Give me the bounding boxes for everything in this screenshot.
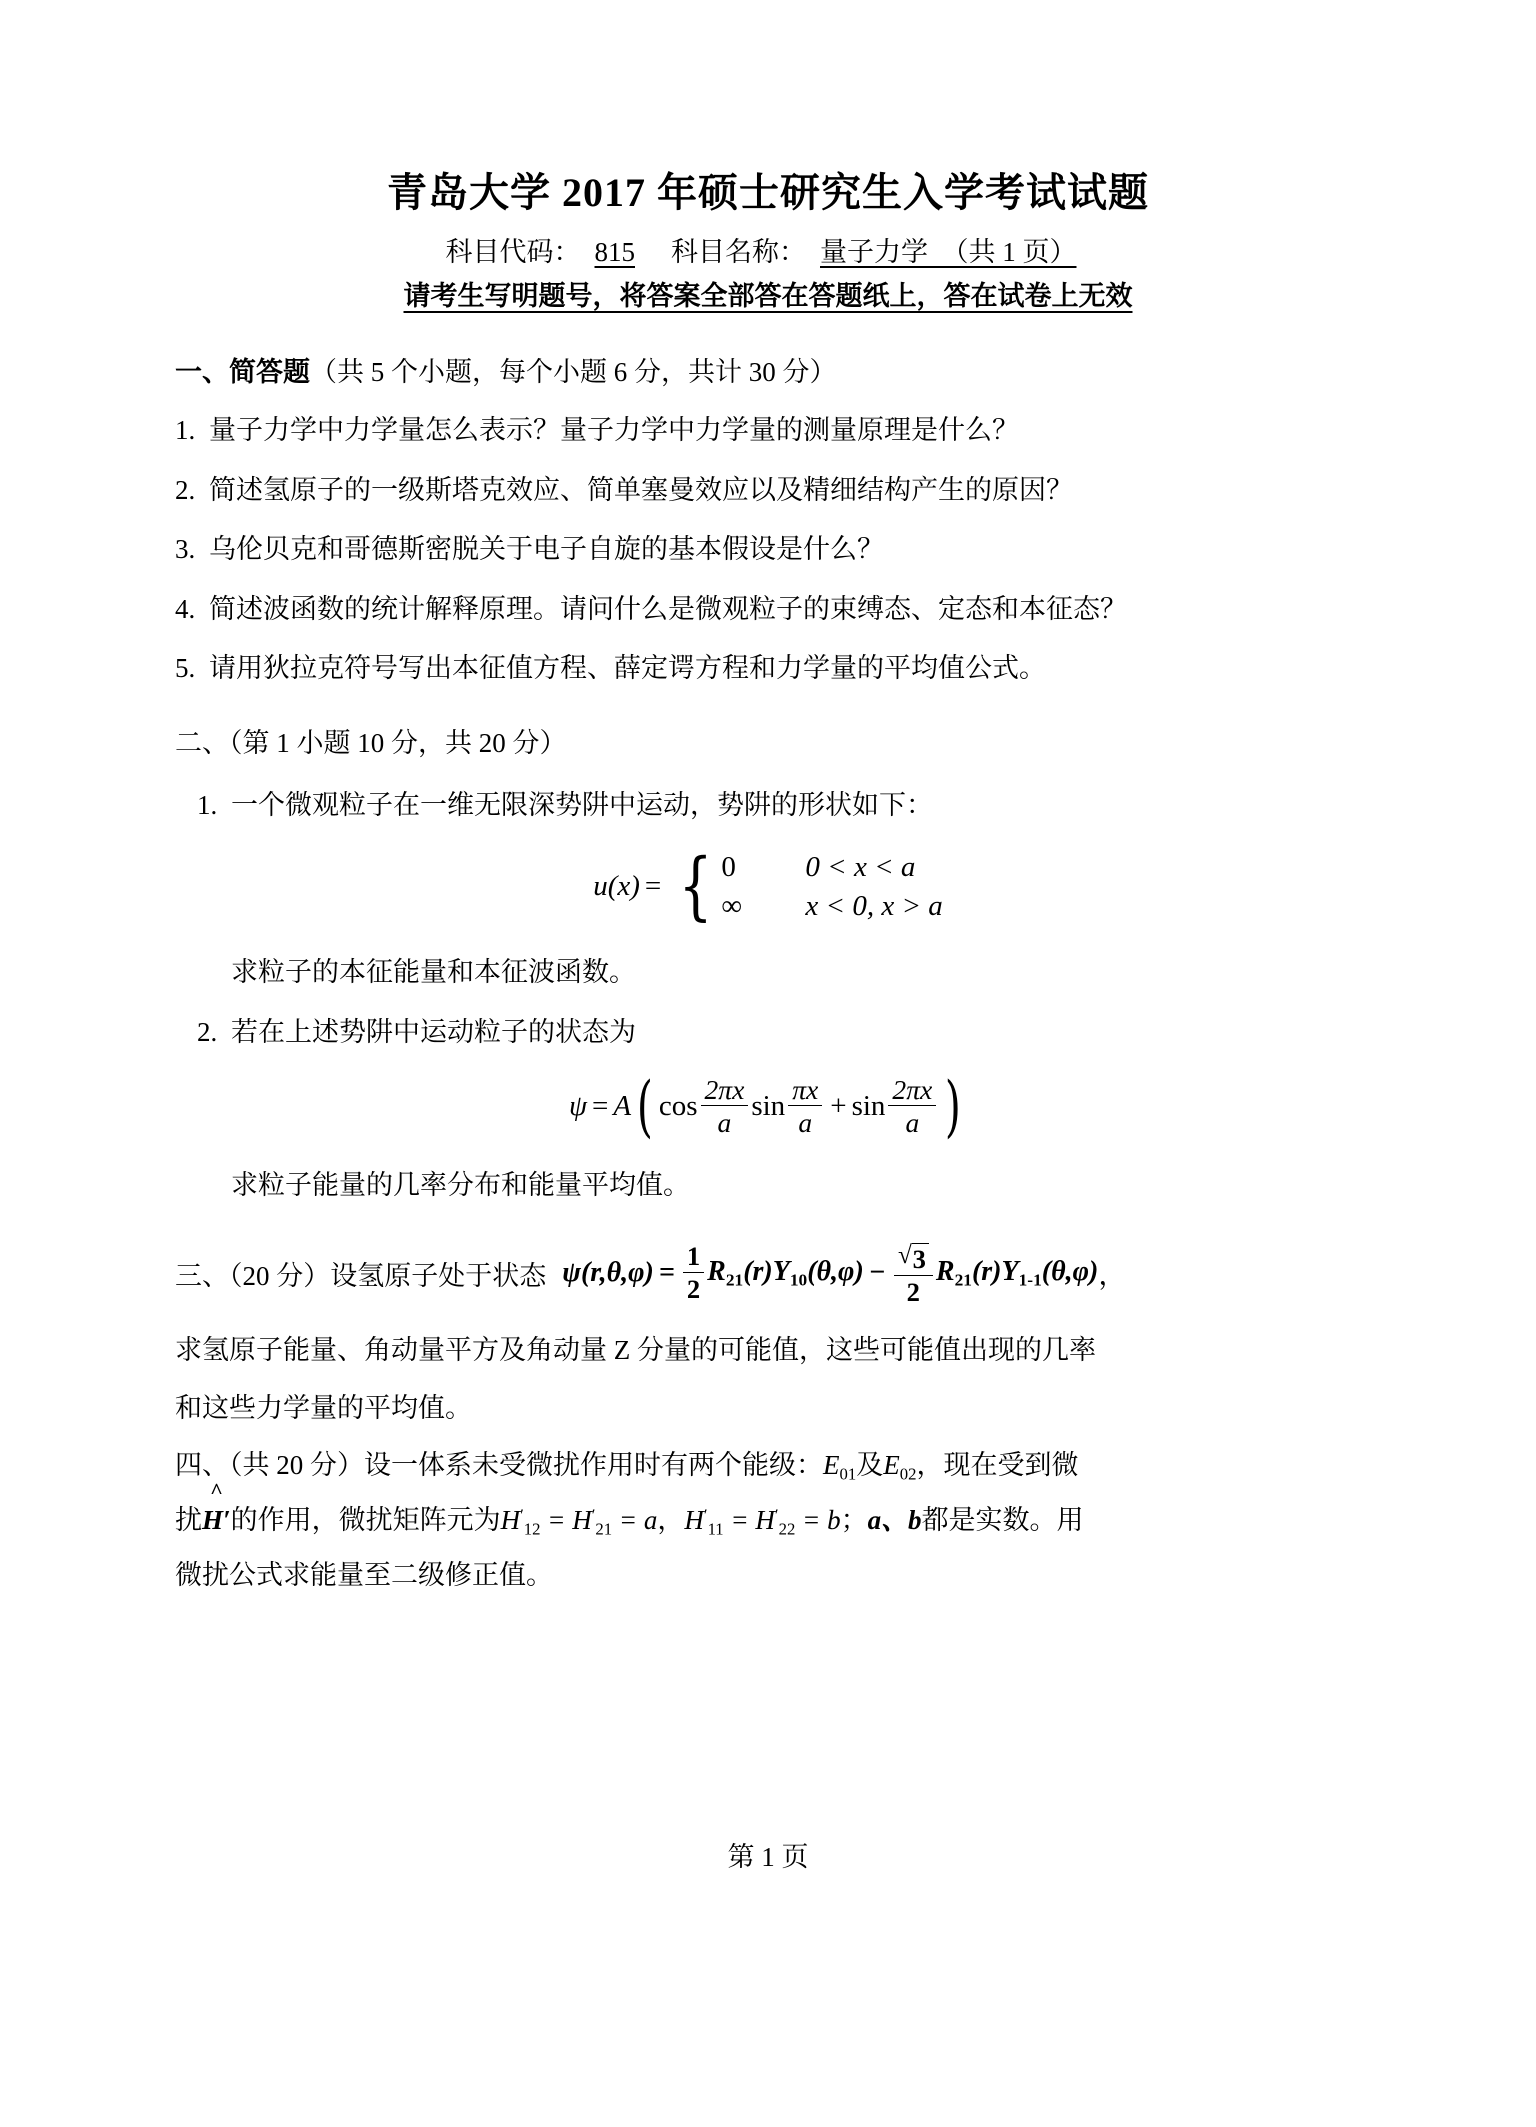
- section-one-heading-rest: （共 5 个小题，每个小题 6 分，共计 30 分）: [310, 356, 837, 387]
- radial-function-2: $R_{21}(r)$: [935, 1256, 1002, 1290]
- separator-semicolon: ；: [840, 1504, 868, 1535]
- term-sin: sin: [751, 1090, 786, 1123]
- left-paren-icon: (: [637, 1068, 653, 1146]
- question-number: 1.: [175, 415, 196, 446]
- question-text: 乌伦贝克和哥德斯密脱关于电子自旋的基本假设是什么？: [209, 534, 884, 565]
- perturbation-prefix: 扰: [175, 1504, 202, 1535]
- section-two-item-2: [175, 1012, 1361, 1053]
- equals-sign: =: [658, 1257, 675, 1289]
- spherical-harmonic-2: $Y_{1-1}(\theta,\varphi)$: [1001, 1256, 1099, 1290]
- fraction-2pix-a: [701, 1075, 749, 1139]
- coefficient-one-half: [683, 1242, 704, 1304]
- section-four-label: 四、（共 20 分）设一体系未受微扰作用时有两个能级：: [175, 1450, 823, 1481]
- equals-sign: =: [592, 1090, 609, 1123]
- question-text: 请用狄拉克符号写出本征值方程、薛定谔方程和力学量的平均值公式。: [209, 653, 1046, 684]
- subject-code-label: 科目代码：: [445, 237, 581, 267]
- question-number: 4.: [175, 593, 196, 624]
- fraction-2pix-a-2: [888, 1075, 936, 1139]
- case-value: 0: [721, 850, 736, 883]
- section-three-label: 三、（20 分）设氢原子处于状态: [175, 1260, 547, 1291]
- section-three-body-line-2: 和这些力学量的平均值。: [175, 1393, 472, 1424]
- section-four-line-3: 微扰公式求能量至二级修正值。: [175, 1559, 553, 1590]
- fraction-denominator: a: [788, 1105, 822, 1139]
- separator-comma: ，: [657, 1504, 685, 1535]
- item-number: 1.: [197, 790, 218, 821]
- question-text: 简述氢原子的一级斯塔克效应、简单塞曼效应以及精细结构产生的原因？: [209, 474, 1073, 505]
- fraction-denominator: 2: [894, 1275, 933, 1308]
- minus-sign: −: [868, 1257, 886, 1289]
- equals-sign: =: [644, 870, 662, 903]
- left-brace-icon: {: [678, 843, 713, 930]
- plus-sign: +: [830, 1090, 847, 1123]
- question-number: 5.: [175, 653, 196, 684]
- and-text: 及: [856, 1450, 884, 1481]
- item-text: 若在上述势阱中运动粒子的状态为: [231, 1017, 636, 1048]
- spherical-harmonic-1: $Y_{10}(\theta,\varphi)$: [772, 1256, 864, 1290]
- right-paren-icon: ): [945, 1068, 962, 1146]
- fraction-numerator: 2πx: [704, 1073, 745, 1105]
- page-title: 青岛大学 2017 年硕士研究生入学考试试题: [387, 170, 1149, 215]
- matrix-element-eq-2: $H'_{11} = H'_{22} = b$: [684, 1504, 841, 1539]
- question-text: 简述波函数的统计解释原理。请问什么是微观粒子的束缚态、定态和本征态？: [209, 593, 1127, 624]
- radial-function-1: $R_{21}(r)$: [707, 1256, 773, 1290]
- case-condition: x < 0, x > a: [805, 889, 943, 922]
- piecewise-cases: [721, 848, 942, 926]
- subject-code-value: 815: [594, 237, 635, 267]
- formula-lhs: u(x): [593, 870, 640, 903]
- section-one-heading-bold: 一、简答题: [175, 356, 310, 387]
- question-number: 2.: [175, 474, 196, 505]
- fraction-denominator: a: [701, 1105, 749, 1139]
- fraction-numerator: √ 3: [894, 1240, 933, 1275]
- energy-level-01: $E_{01}$: [823, 1450, 857, 1484]
- energy-level-02: $E_{02}$: [883, 1450, 917, 1484]
- term-sin-2: sin: [851, 1090, 886, 1123]
- exam-notice: 请考生写明题号，将答案全部答在答题纸上，答在试卷上无效: [403, 280, 1133, 311]
- case-value: ∞: [721, 889, 743, 922]
- case-row: [721, 887, 942, 926]
- question-item: [175, 648, 1361, 689]
- section-two-item-2-followup: 求粒子能量的几率分布和能量平均值。: [231, 1170, 690, 1201]
- trailing-comma: ，: [1098, 1260, 1127, 1292]
- hamiltonian-operator: ^ H′: [202, 1478, 231, 1535]
- psi-symbol: ψ: [569, 1090, 588, 1123]
- formula-lhs: ψ(r,θ,φ): [562, 1257, 654, 1289]
- section-four-line-1: [175, 1439, 1361, 1492]
- subject-name-value: 量子力学 （共 1 页）: [820, 237, 1077, 267]
- matrix-element-eq-1: $H'_{12} = H'_{21} = a$: [500, 1504, 658, 1539]
- page-footer: 第 1 页: [727, 1842, 809, 1872]
- term-cos: cos: [658, 1090, 698, 1123]
- section-four-line1-post: ，现在受到微: [916, 1450, 1079, 1481]
- coefficient-sqrt3-over-2: [894, 1240, 933, 1308]
- case-row: [721, 848, 942, 887]
- fraction-denominator: a: [888, 1105, 936, 1139]
- section-two-item-1: [175, 785, 1361, 826]
- hydrogen-state-formula: [562, 1240, 1126, 1308]
- potential-well-formula: [175, 843, 1361, 930]
- amplitude-symbol: A: [613, 1090, 632, 1123]
- question-item: [175, 470, 1361, 511]
- subject-info-line: [175, 234, 1361, 272]
- perturbation-mid: 的作用，微扰矩阵元为: [230, 1504, 501, 1535]
- fraction-numerator: πx: [792, 1073, 819, 1105]
- real-variables: a、b: [867, 1504, 922, 1535]
- question-item: [175, 410, 1361, 451]
- fraction-pix-a: [788, 1075, 822, 1139]
- question-item: [175, 589, 1361, 630]
- subject-name-label: 科目名称：: [671, 237, 806, 267]
- item-number: 2.: [197, 1017, 218, 1048]
- case-condition: 0 < x < a: [805, 850, 916, 883]
- hat-accent-icon: ^: [209, 1478, 223, 1504]
- fraction-denominator: 2: [683, 1272, 704, 1305]
- question-item: [175, 529, 1361, 570]
- wavefunction-formula: [175, 1068, 1361, 1146]
- section-one-heading: [175, 352, 1361, 393]
- item-text: 一个微观粒子在一维无限深势阱中运动，势阱的形状如下：: [231, 790, 933, 821]
- question-number: 3.: [175, 534, 196, 565]
- fraction-numerator: 2πx: [892, 1073, 933, 1105]
- section-four-line2-post: 都是实数。用: [921, 1504, 1084, 1535]
- section-two-heading: 二、（第 1 小题 10 分，共 20 分）: [175, 727, 567, 758]
- question-text: 量子力学中力学量怎么表示？量子力学中力学量的测量原理是什么？: [209, 415, 1019, 446]
- fraction-numerator: 1: [686, 1241, 701, 1272]
- section-four-line-2: [175, 1478, 1361, 1547]
- section-two-item-1-followup: 求粒子的本征能量和本征波函数。: [231, 956, 636, 987]
- section-three-heading-row: [175, 1240, 1361, 1308]
- section-three-body-line-1: 求氢原子能量、角动量平方及角动量 Z 分量的可能值，这些可能值出现的几率: [175, 1335, 1096, 1366]
